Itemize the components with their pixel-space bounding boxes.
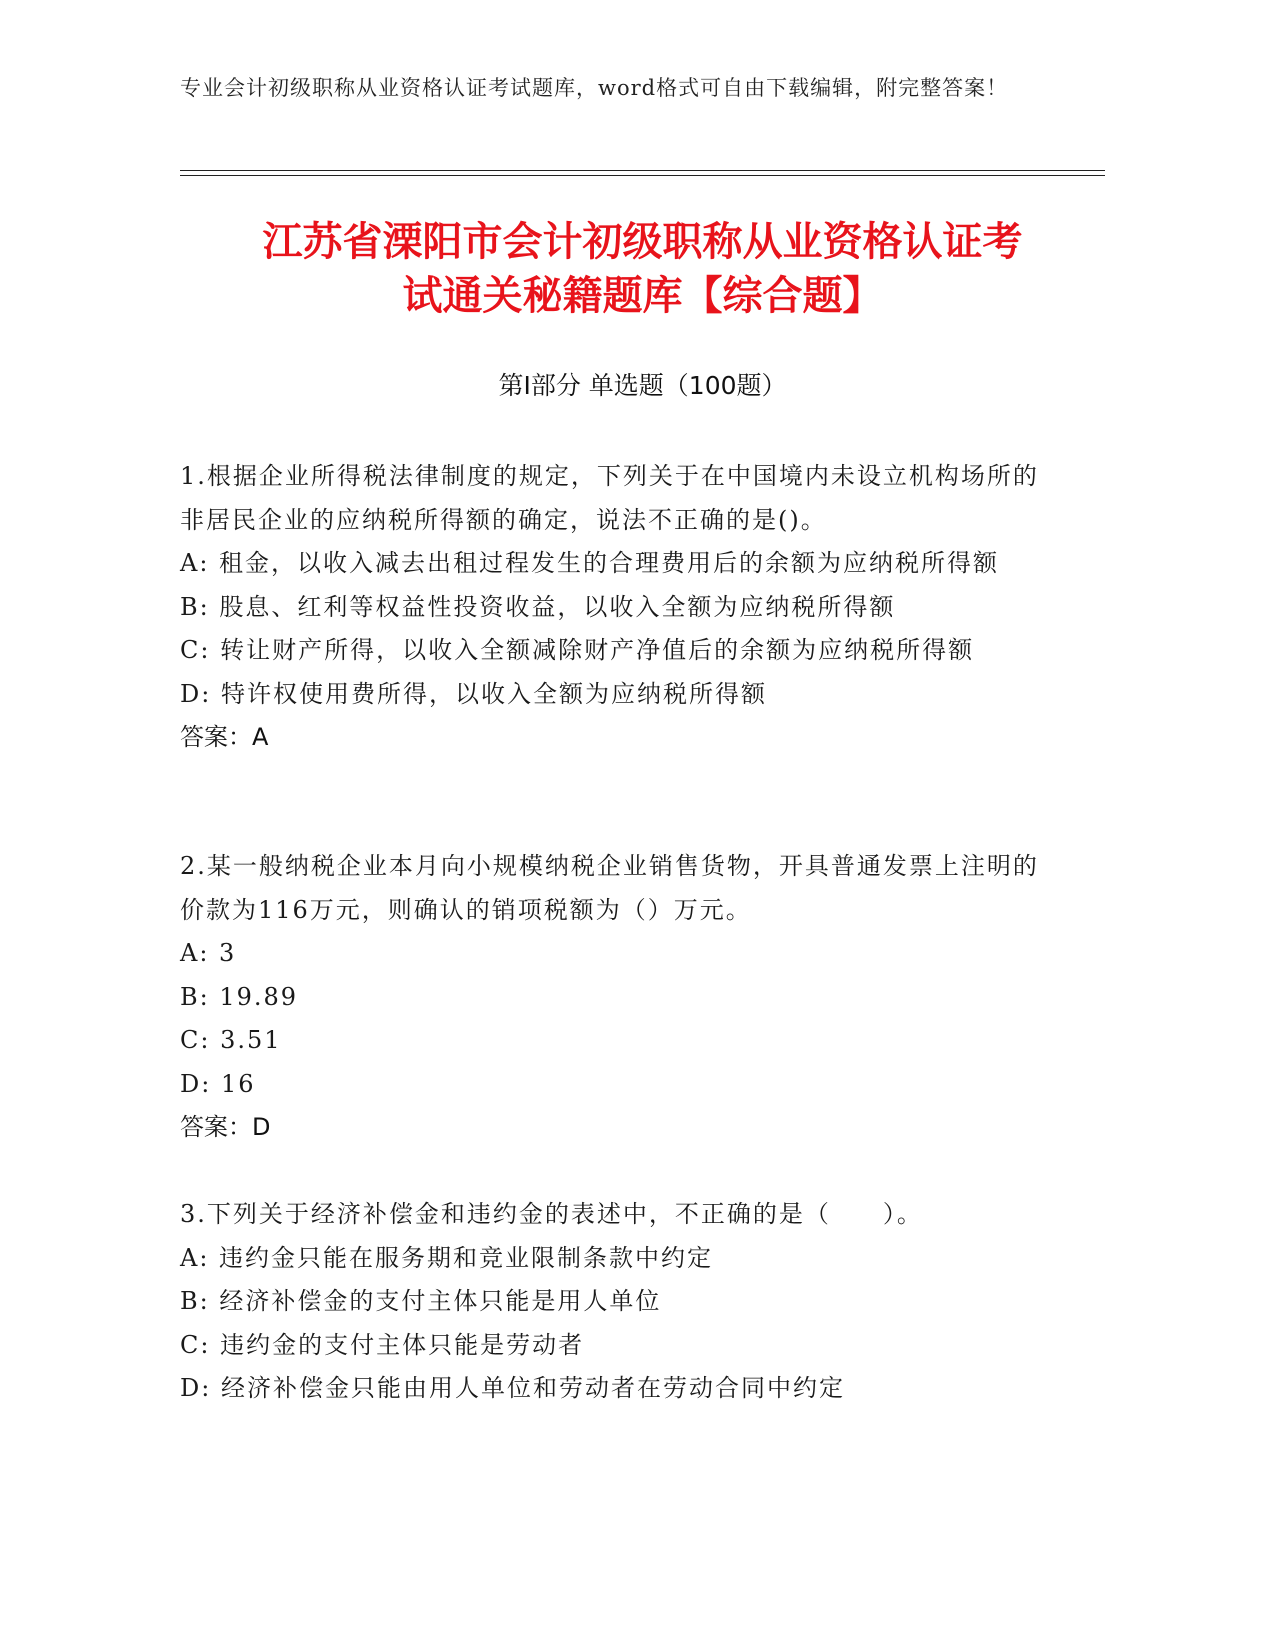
option-text: 租金，以收入减去出租过程发生的合理费用后的余额为应纳税所得额	[219, 549, 1000, 577]
option-letter: B:	[180, 982, 220, 1011]
option-b	[180, 976, 1040, 1020]
question-2	[180, 845, 1040, 1150]
section-title: 第Ⅰ部分 单选题（100题）	[498, 371, 787, 400]
option-text: 特许权使用费所得，以收入全额为应纳税所得额	[220, 679, 767, 708]
option-text: 违约金只能在服务期和竞业限制条款中约定	[219, 1243, 714, 1272]
option-letter: C:	[180, 636, 221, 664]
option-d	[180, 1063, 1040, 1107]
option-text: 经济补偿金只能由用人单位和劳动者在劳动合同中约定	[220, 1374, 845, 1402]
option-text: 3.51	[220, 1026, 282, 1054]
option-letter: D:	[180, 679, 221, 708]
option-d	[180, 1367, 1040, 1411]
option-text: 3	[219, 939, 237, 967]
document-title-line1: 江苏省溧阳市会计初级职称从业资格认证考	[262, 219, 1023, 265]
option-text: 16	[220, 1069, 256, 1098]
option-a	[180, 1237, 1040, 1281]
option-text: 转让财产所得，以收入全额减除财产净值后的余额为应纳税所得额	[220, 636, 975, 664]
option-b	[180, 1280, 1040, 1324]
option-a	[180, 932, 1040, 976]
option-text: 19.89	[219, 982, 299, 1011]
option-b	[180, 586, 1040, 630]
answer: 答案：D	[180, 1113, 271, 1141]
option-letter: A:	[180, 1243, 220, 1272]
header-rule-top	[180, 170, 1105, 171]
option-letter: C:	[180, 1026, 221, 1054]
option-letter: D:	[180, 1374, 221, 1402]
option-c	[180, 1019, 1040, 1063]
option-letter: B:	[180, 1287, 220, 1315]
option-text: 股息、红利等权益性投资收益，以收入全额为应纳税所得额	[219, 592, 896, 621]
option-a	[180, 542, 1040, 586]
question-stem: 1.根据企业所得税法律制度的规定，下列关于在中国境内未设立机构场所的非居民企业的应纳税所得额的确定，说法不正确的是()。	[180, 462, 1039, 534]
header-note: 专业会计初级职称从业资格认证考试题库，word格式可自由下载编辑，附完整答案！	[180, 76, 1009, 100]
document-title	[180, 215, 1105, 323]
question-stem: 3.下列关于经济补偿金和违约金的表述中，不正确的是（ ）。	[180, 1200, 923, 1228]
option-c	[180, 629, 1040, 673]
header-rule-bottom	[180, 175, 1105, 176]
option-d	[180, 673, 1040, 717]
option-text: 违约金的支付主体只能是劳动者	[220, 1330, 585, 1359]
option-letter: A:	[180, 939, 220, 967]
question-3	[180, 1193, 1040, 1411]
option-c	[180, 1324, 1040, 1368]
option-letter: C:	[180, 1330, 221, 1359]
question-1	[180, 455, 1040, 760]
option-letter: D:	[180, 1069, 221, 1098]
document-title-line2: 试通关秘籍题库【综合题】	[402, 273, 883, 319]
answer: 答案：A	[180, 723, 269, 751]
question-stem: 2.某一般纳税企业本月向小规模纳税企业销售货物，开具普通发票上注明的价款为116万元，则确认的销项税额为（）万元。	[180, 852, 1039, 924]
option-letter: A:	[180, 549, 220, 577]
option-letter: B:	[180, 592, 220, 621]
option-text: 经济补偿金的支付主体只能是用人单位	[219, 1287, 662, 1315]
